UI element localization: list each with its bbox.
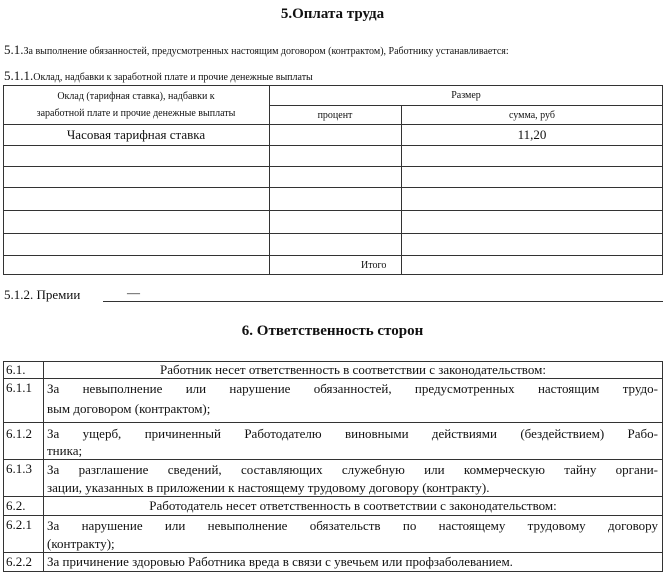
row-6-2-1-number: 6.2.1 — [6, 517, 32, 532]
sum-header: сумма, руб — [508, 109, 556, 121]
row-6-1-1-number: 6.1.1 — [6, 380, 32, 395]
row-6-1-2-line2: тника; — [47, 443, 83, 458]
col-header-line1: Оклад (тарифная ставка), надбавки к — [57, 90, 215, 102]
percent-header: процент — [317, 109, 353, 121]
row-1-sum: 11,20 — [517, 127, 547, 142]
row-6-1-2-number: 6.1.2 — [6, 426, 32, 441]
section-6-title: 6. Ответственность сторон — [241, 323, 424, 339]
clause-5-1-1-text: Оклад, надбавки к заработной плате и прочие денежные выплаты — [33, 72, 313, 83]
row-6-2-number: 6.2. — [6, 498, 26, 513]
row-6-2-text: Работодатель несет ответственность в соответствии с законодательством: — [149, 498, 557, 513]
clause-5-1-number: 5.1. — [4, 42, 24, 57]
row-6-1-3-line1: За разглашение сведений, составляющих служебную или коммерческую тайну органи- — [47, 462, 658, 477]
total-label: Итого — [361, 260, 387, 271]
row-6-1-1-line1: За невыполнение или нарушение обязанностей, предусмотренных настоящим трудо- — [47, 381, 658, 396]
row-6-1-3-line2: зации, указанных в приложении к настоящему трудовому договору (контракту). — [47, 480, 490, 495]
section-5-title: 5.Оплата труда — [280, 6, 385, 22]
row-6-2-1-line1: За нарушение или невыполнение обязательств по настоящему трудовому договору — [47, 518, 658, 533]
clause-5-1-text: За выполнение обязанностей, предусмотренных настоящим договором (контрактом), Работнику устанавливается: — [23, 46, 509, 57]
clause-5-1-1-number: 5.1.1. — [4, 68, 34, 83]
col-header-line2: заработной плате и прочие денежные выплаты — [36, 107, 236, 119]
row-6-1-3-number: 6.1.3 — [6, 461, 32, 476]
row-6-2-1-line2: (контракту); — [47, 536, 115, 551]
row-6-1-2-line1: За ущерб, причиненный Работодателю виновными действиями (бездействием) Рабо- — [47, 426, 658, 441]
row-6-1-1-line2: вым договором (контрактом); — [47, 401, 211, 416]
row-6-2-2-number: 6.2.2 — [6, 554, 32, 569]
premii-label: 5.1.2. Премии — [4, 287, 81, 302]
row-1-name: Часовая тарифная ставка — [66, 127, 206, 142]
premii-value: — — [127, 285, 140, 300]
row-6-1-text: Работник несет ответственность в соответствии с законодательством: — [160, 362, 546, 377]
row-6-1-number: 6.1. — [6, 362, 26, 377]
row-6-2-2-text: За причинение здоровью Работника вреда в связи с увечьем или профзаболеванием. — [47, 554, 513, 569]
size-header: Размер — [451, 90, 481, 101]
